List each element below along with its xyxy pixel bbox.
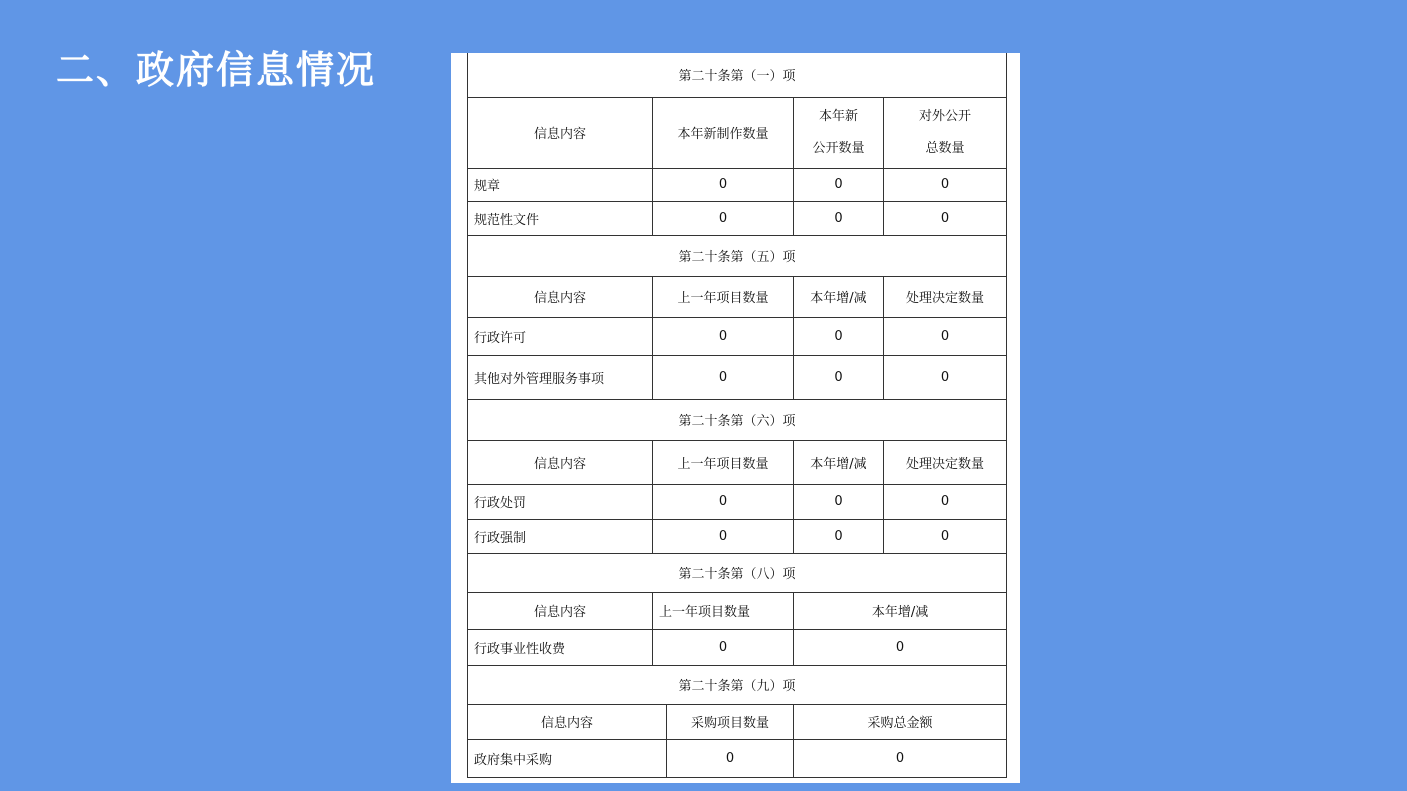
header-prev: 上一年项目数量 bbox=[653, 440, 794, 484]
document-image bbox=[451, 53, 1020, 783]
header-content: 信息内容 bbox=[468, 592, 653, 629]
cell-value: 0 bbox=[794, 629, 1007, 665]
cell-value: 0 bbox=[653, 629, 794, 665]
table-row bbox=[468, 201, 1007, 235]
section-title: 第二十条第（八）项 bbox=[468, 553, 1007, 592]
table-row bbox=[468, 629, 1007, 665]
cell-value: 0 bbox=[794, 739, 1007, 777]
row-label: 规章 bbox=[468, 168, 653, 201]
header-row bbox=[468, 704, 1007, 739]
cell-value: 0 bbox=[884, 317, 1007, 355]
header-content: 信息内容 bbox=[468, 97, 653, 168]
cell-value: 0 bbox=[794, 201, 884, 235]
header-content: 信息内容 bbox=[468, 440, 653, 484]
header-content: 信息内容 bbox=[468, 704, 667, 739]
header-row bbox=[468, 440, 1007, 484]
header-prev: 上一年项目数量 bbox=[653, 592, 794, 629]
header-change: 本年增/减 bbox=[794, 440, 884, 484]
table-row bbox=[468, 519, 1007, 553]
cell-value: 0 bbox=[794, 519, 884, 553]
row-label: 行政处罚 bbox=[468, 484, 653, 519]
section-title-row bbox=[468, 399, 1007, 440]
section-title: 第二十条第（一）项 bbox=[468, 53, 1007, 97]
table-row bbox=[468, 484, 1007, 519]
table-row bbox=[468, 317, 1007, 355]
header-content: 信息内容 bbox=[468, 276, 653, 317]
header-total-published: 对外公开 总数量 bbox=[884, 97, 1007, 168]
cell-value: 0 bbox=[794, 484, 884, 519]
section-title: 第二十条第（六）项 bbox=[468, 399, 1007, 440]
cell-value: 0 bbox=[653, 519, 794, 553]
cell-value: 0 bbox=[653, 317, 794, 355]
row-label: 行政事业性收费 bbox=[468, 629, 653, 665]
section-title: 第二十条第（九）项 bbox=[468, 665, 1007, 704]
header-decided: 处理决定数量 bbox=[884, 440, 1007, 484]
cell-value: 0 bbox=[794, 168, 884, 201]
header-row bbox=[468, 592, 1007, 629]
header-decided: 处理决定数量 bbox=[884, 276, 1007, 317]
row-label: 行政许可 bbox=[468, 317, 653, 355]
section-title-row bbox=[468, 553, 1007, 592]
header-change: 本年增/减 bbox=[794, 592, 1007, 629]
government-info-table bbox=[467, 53, 1007, 778]
header-change: 本年增/减 bbox=[794, 276, 884, 317]
section-title-row bbox=[468, 53, 1007, 97]
cell-value: 0 bbox=[884, 168, 1007, 201]
header-prev: 上一年项目数量 bbox=[653, 276, 794, 317]
cell-value: 0 bbox=[884, 484, 1007, 519]
cell-value: 0 bbox=[667, 739, 794, 777]
cell-value: 0 bbox=[653, 355, 794, 399]
header-row bbox=[468, 97, 1007, 168]
section-title: 第二十条第（五）项 bbox=[468, 235, 1007, 276]
header-row bbox=[468, 276, 1007, 317]
header-count: 采购项目数量 bbox=[667, 704, 794, 739]
cell-value: 0 bbox=[884, 519, 1007, 553]
header-made: 本年新制作数量 bbox=[653, 97, 794, 168]
section-title-row bbox=[468, 665, 1007, 704]
row-label: 其他对外管理服务事项 bbox=[468, 355, 653, 399]
slide-title: 二、政府信息情况 bbox=[56, 48, 377, 92]
header-amount: 采购总金额 bbox=[794, 704, 1007, 739]
row-label: 行政强制 bbox=[468, 519, 653, 553]
cell-value: 0 bbox=[653, 168, 794, 201]
table-row bbox=[468, 355, 1007, 399]
table-row bbox=[468, 168, 1007, 201]
cell-value: 0 bbox=[794, 355, 884, 399]
row-label: 规范性文件 bbox=[468, 201, 653, 235]
cell-value: 0 bbox=[884, 201, 1007, 235]
cell-value: 0 bbox=[653, 201, 794, 235]
cell-value: 0 bbox=[794, 317, 884, 355]
cell-value: 0 bbox=[653, 484, 794, 519]
header-new-published: 本年新 公开数量 bbox=[794, 97, 884, 168]
table-row bbox=[468, 739, 1007, 777]
row-label: 政府集中采购 bbox=[468, 739, 667, 777]
section-title-row bbox=[468, 235, 1007, 276]
cell-value: 0 bbox=[884, 355, 1007, 399]
